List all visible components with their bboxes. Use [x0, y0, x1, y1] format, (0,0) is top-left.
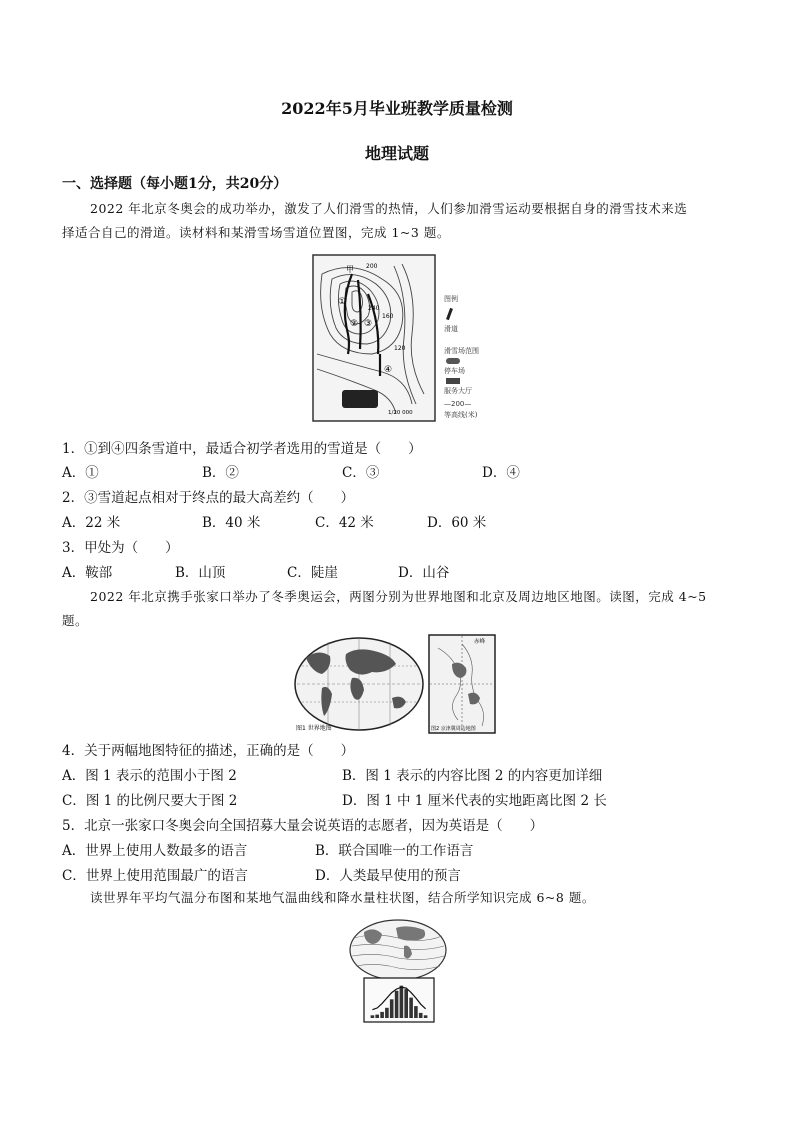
legend-area: 滑雪场范围: [444, 347, 479, 355]
map1-caption: 图1 世界地图: [296, 725, 332, 732]
q4-stem: 4．关于两幅地图特征的描述，正确的是（ ）: [62, 743, 355, 759]
q5-option-b[interactable]: B．联合国唯一的工作语言: [315, 843, 474, 859]
intro1-line1: 2022 年北京冬奥会的成功举办，激发了人们滑雪的热情，人们参加滑雪运动要根据自身的滑雪技术来选: [90, 201, 688, 216]
q2-option-d[interactable]: D．60 米: [427, 515, 487, 531]
q4-option-b[interactable]: B．图 1 表示的内容比图 2 的内容更加详细: [342, 768, 603, 784]
contour-label-3: 160: [382, 313, 394, 320]
trail-label-3: ③: [364, 319, 373, 329]
q1-option-b[interactable]: B．②: [202, 465, 239, 481]
q4-option-a[interactable]: A．图 1 表示的范围小于图 2: [62, 768, 237, 784]
trail-label-4: ④: [384, 365, 393, 375]
climate-chart-frame: [364, 978, 434, 1022]
intro2-line2: 题。: [62, 613, 89, 628]
precip-bar: [385, 1008, 389, 1018]
q2-option-a[interactable]: A．22 米: [62, 515, 121, 531]
q3-option-b[interactable]: B．山顶: [175, 565, 226, 581]
contour-label-2: 240: [368, 305, 380, 312]
world-map: [292, 634, 426, 734]
legend-parking: 停车场: [444, 367, 465, 375]
q1-option-d[interactable]: D．④: [482, 465, 520, 481]
precip-bar: [395, 991, 399, 1018]
legend-trail: 滑道: [444, 325, 458, 333]
q2-stem: 2．③雪道起点相对于终点的最大高差约（ ）: [62, 490, 355, 506]
map2-tag: 赤峰: [474, 639, 486, 645]
scale-label: 1/20 000: [388, 410, 413, 416]
legend-title: 图例: [444, 295, 458, 303]
trail-legend-icon: [446, 308, 453, 320]
map2-caption: 图2 京津冀周边地图: [431, 726, 476, 732]
precip-bar: [380, 1012, 384, 1018]
parking-legend-icon: [446, 378, 460, 384]
q5-option-a[interactable]: A．世界上使用人数最多的语言: [62, 843, 248, 859]
area-legend-icon: [446, 358, 460, 364]
precip-bar: [414, 1006, 418, 1018]
ski-trail-map: [312, 254, 436, 422]
precip-bar: [400, 986, 404, 1018]
legend-contour-value: —200—: [444, 400, 472, 408]
precip-bar: [419, 1013, 423, 1018]
legend-hall: 服务大厅: [444, 387, 472, 395]
q1-option-c[interactable]: C．③: [342, 465, 380, 481]
precip-bar: [390, 999, 394, 1018]
intro2-line1: 2022 年北京携手张家口举办了冬季奥运会，两图分别为世界地图和北京及周边地区地图。读图，完成 4~5: [90, 589, 707, 604]
exam-subtitle: 地理试题: [364, 144, 429, 163]
q1-option-a[interactable]: A．①: [62, 465, 99, 481]
q4-option-c[interactable]: C．图 1 的比例尺要大于图 2: [62, 793, 238, 809]
contour-label-1: 200: [366, 263, 378, 270]
intro1-line2: 择适合自己的滑道。读材料和某滑雪场雪道位置图，完成 1~3 题。: [62, 225, 450, 240]
q1-stem: 1．①到④四条雪道中，最适合初学者选用的雪道是（ ）: [62, 441, 422, 457]
precip-bar: [375, 1015, 379, 1018]
precip-bar: [404, 989, 408, 1018]
q5-stem: 5．北京一张家口冬奥会向全国招募大量会说英语的志愿者，因为英语是（ ）: [62, 818, 544, 834]
q2-option-c[interactable]: C．42 米: [315, 515, 374, 531]
q4-option-d[interactable]: D．图 1 中 1 厘米代表的实地距离比图 2 长: [342, 793, 607, 809]
jia-label: 甲: [346, 265, 354, 274]
trail-label-2: ②: [350, 319, 359, 329]
precip-bar: [409, 998, 413, 1018]
q5-option-d[interactable]: D．人类最早使用的预言: [315, 868, 461, 884]
legend-contour-label: 等高线(米): [444, 411, 478, 419]
section-heading: 一、选择题（每小题1分，共20分）: [62, 176, 288, 192]
q3-option-d[interactable]: D．山谷: [398, 565, 450, 581]
ski-map-legend: [438, 294, 500, 422]
intro3-line1: 读世界年平均气温分布图和某地气温曲线和降水量柱状图，结合所学知识完成 6~8 题。: [90, 890, 595, 905]
contour-label-4: 120: [394, 345, 406, 352]
precip-bar: [371, 1015, 375, 1018]
q2-option-b[interactable]: B．40 米: [202, 515, 261, 531]
climate-figure: [346, 912, 450, 1024]
precip-bar: [424, 1015, 428, 1018]
beijing-region-map: [428, 634, 496, 734]
q3-stem: 3．甲处为（ ）: [62, 540, 179, 556]
trail-label-1: ①: [338, 297, 347, 307]
q5-option-c[interactable]: C．世界上使用范围最广的语言: [62, 868, 248, 884]
exam-title: 2022年5月毕业班教学质量检测: [281, 99, 513, 118]
service-hall-block: [342, 390, 378, 408]
q3-option-c[interactable]: C．陡崖: [287, 565, 338, 581]
q3-option-a[interactable]: A．鞍部: [62, 565, 113, 581]
